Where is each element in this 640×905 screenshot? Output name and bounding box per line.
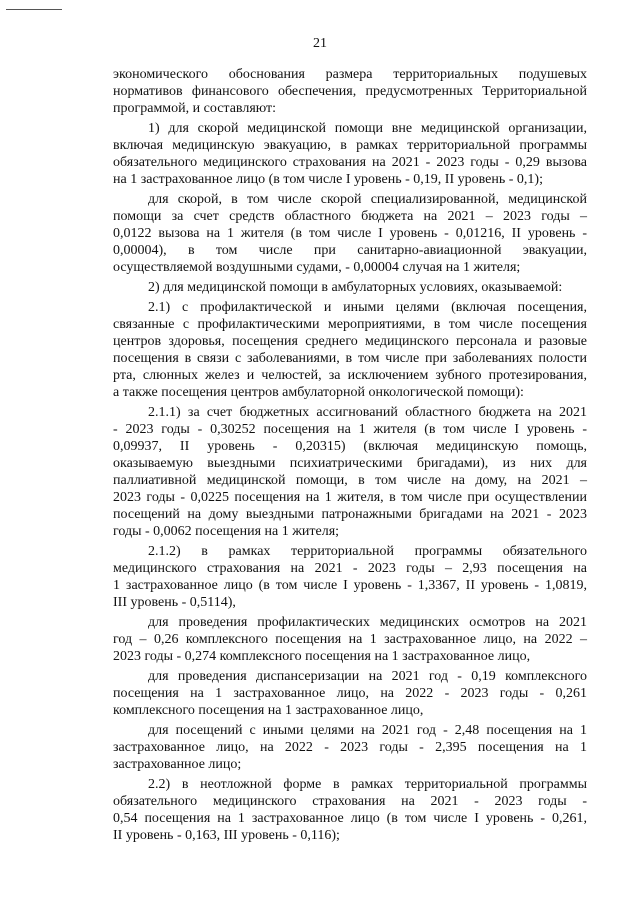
text-line: комплексного посещения на 1 застрахованное лицо, (113, 703, 424, 718)
top-rule (6, 9, 62, 10)
text-line: - 2023 годы - 0,30252 посещения на 1 жителя (в том числе I уровень - (113, 422, 587, 437)
text-line: год – 0,26 комплексного посещения на 1 застрахованное лицо, на 2022 – (113, 632, 587, 647)
text-line: включая медицинскую эвакуацию, в рамках территориальной программы (113, 138, 587, 153)
text-line: паллиативной медицинской помощи, в том числе на дому, на 2021 – (113, 473, 587, 488)
text-line: а также посещения центров амбулаторной онкологической помощи): (113, 385, 524, 400)
text-line: посещения в связи с заболеваниями, в том числе при заболеваниях полости (113, 351, 587, 366)
text-line: III уровень - 0,5114), (113, 595, 236, 610)
text-line: обязательного медицинского страхования на 2021 - 2023 годы - 0,29 вызова (113, 155, 587, 170)
text-line: 2.1.2) в рамках территориальной программы обязательного (148, 544, 587, 559)
text-line: для посещений с иными целями на 2021 год - 2,48 посещения на 1 (148, 723, 587, 738)
text-line: посещений на дому выездными патронажными бригадами на 2021 - 2023 (113, 507, 587, 522)
text-line: обязательного медицинского страхования на 2021 - 2023 годы - (113, 794, 587, 809)
text-line: II уровень - 0,163, III уровень - 0,116); (113, 828, 340, 843)
text-line: программой, и составляют: (113, 101, 277, 116)
paragraph (113, 299, 587, 401)
text-line: 2) для медицинской помощи в амбулаторных условиях, оказываемой: (148, 280, 563, 295)
text-line: для проведения диспансеризации на 2021 год - 0,19 комплексного (148, 669, 587, 684)
text-line: помощи за счет средств областного бюджета на 2021 – 2023 годы – (113, 209, 587, 224)
text-line: рта, слюнных желез и челюстей, за исключением зубного протезирования, (113, 368, 587, 383)
text-line: 2.2) в неотложной форме в рамках территориальной программы (148, 777, 587, 792)
paragraph (113, 722, 587, 773)
document-body (113, 66, 587, 844)
text-line: застрахованное лицо; (113, 757, 242, 772)
paragraph (113, 279, 587, 296)
text-line: на 1 застрахованное лицо (в том числе I уровень - 0,19, II уровень - 0,1); (113, 172, 543, 187)
text-line: 2.1.1) за счет бюджетных ассигнований областного бюджета на 2021 (148, 405, 587, 420)
paragraph (113, 614, 587, 665)
page-number: 21 (313, 36, 327, 51)
text-line: 0,54 посещения на 1 застрахованное лицо (в том числе I уровень - 0,261, (113, 811, 587, 826)
text-line: оказываемую выездными психиатрическими бригадами), из них для (113, 456, 587, 471)
paragraph (113, 776, 587, 844)
text-line: застрахованное лицо, на 2022 - 2023 годы - 2,395 посещения на 1 (113, 740, 587, 755)
paragraph (113, 543, 587, 611)
text-line: 0,0122 вызова на 1 жителя (в том числе I уровень - 0,01216, II уровень - (113, 226, 587, 241)
text-line: связанные с профилактическими мероприятиями, в том числе посещения (113, 317, 587, 332)
paragraph (113, 66, 587, 117)
paragraph (113, 191, 587, 276)
text-line: годы - 0,0062 посещения на 1 жителя; (113, 524, 340, 539)
text-line: центров здоровья, посещения среднего медицинского персонала и разовые (113, 334, 587, 349)
text-line: 0,00004), в том числе при санитарно-авиационной эвакуации, (113, 243, 587, 258)
text-line: медицинского страхования на 2021 - 2023 годы – 2,93 посещения на (113, 561, 587, 576)
text-line: 1) для скорой медицинской помощи вне медицинской организации, (148, 121, 587, 136)
text-line: экономического обоснования размера территориальных подушевых (113, 67, 587, 82)
paragraph (113, 668, 587, 719)
text-line: посещения на 1 застрахованное лицо, на 2022 - 2023 годы - 0,261 (113, 686, 587, 701)
text-line: 1 застрахованное лицо (в том числе I уровень - 1,3367, II уровень - 1,0819, (113, 578, 587, 593)
paragraph (113, 120, 587, 188)
text-line: 2.1) с профилактической и иными целями (включая посещения, (148, 300, 587, 315)
text-line: для проведения профилактических медицинских осмотров на 2021 (148, 615, 587, 630)
text-line: 2023 годы - 0,0225 посещения на 1 жителя, в том числе при осуществлении (113, 490, 587, 505)
paragraph (113, 404, 587, 540)
text-line: осуществляемой воздушными судами, - 0,00004 случая на 1 жителя; (113, 260, 521, 275)
text-line: для скорой, в том числе скорой специализированной, медицинской (148, 192, 587, 207)
text-line: 2023 годы - 0,274 комплексного посещения на 1 застрахованное лицо, (113, 649, 531, 664)
text-line: 0,09937, II уровень - 0,20315) (включая медицинскую помощь, (113, 439, 587, 454)
text-line: нормативов финансового обеспечения, предусмотренных Территориальной (113, 84, 587, 99)
